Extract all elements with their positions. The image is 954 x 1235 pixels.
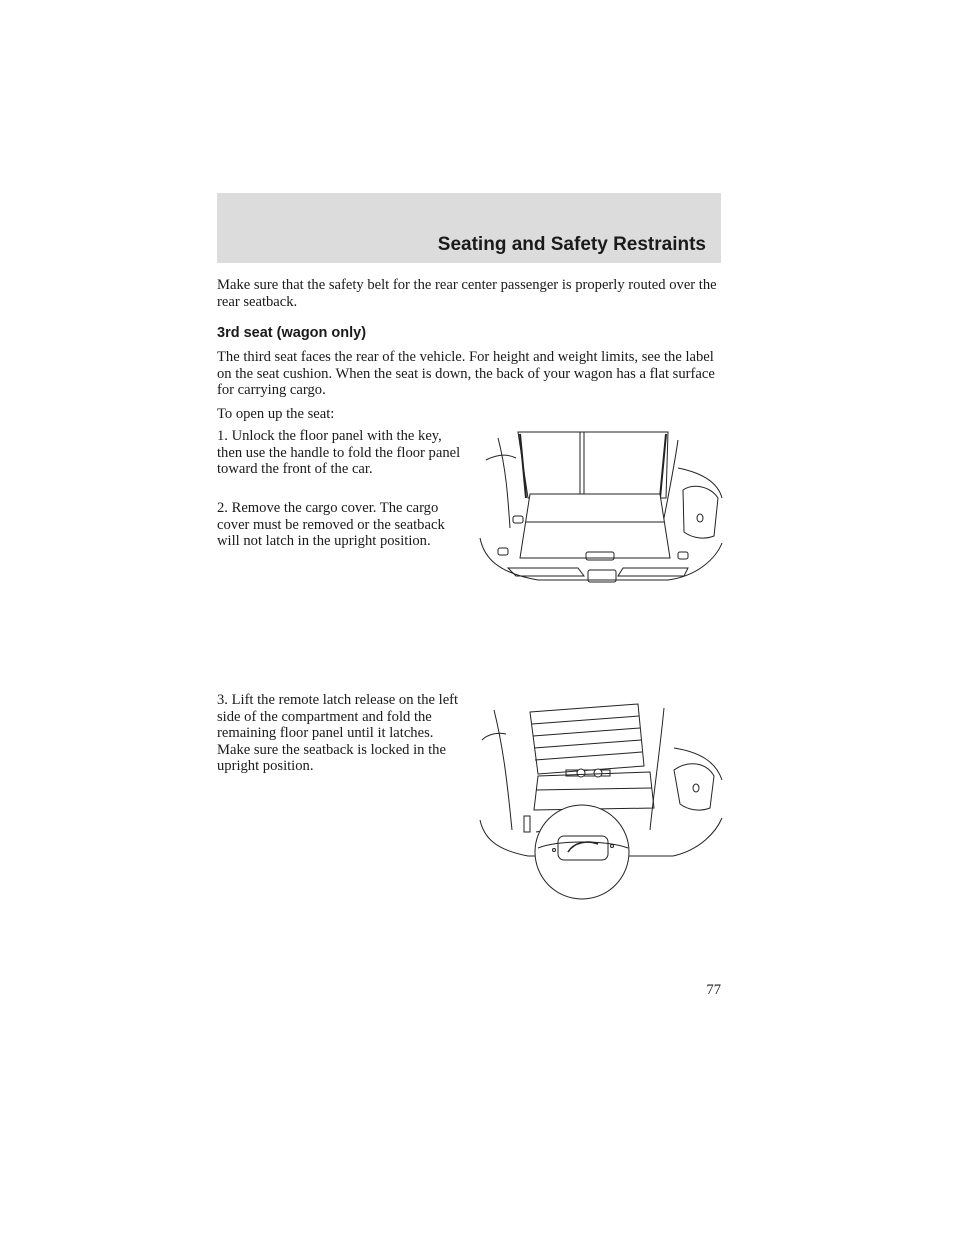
step-1: 1. Unlock the floor panel with the key, then use the handle to fold the floor panel toward the front of the car.: [217, 428, 461, 477]
seat-upright-illustration: [478, 428, 724, 588]
section-header-band: [217, 193, 721, 263]
step-3: 3. Lift the remote latch release on the left side of the compartment and fold the remaining floor panel until it latches. Make sure the seatback is locked in the upright position.: [217, 692, 459, 774]
page-number: 77: [706, 982, 721, 998]
open-intro: To open up the seat:: [217, 406, 335, 422]
subsection-heading: 3rd seat (wagon only): [217, 325, 367, 341]
step-2: 2. Remove the cargo cover. The cargo cover must be removed or the seatback will not latch in the upright position.: [217, 500, 445, 549]
section-title: Seating and Safety Restraints: [437, 234, 706, 255]
latch-release-illustration: [478, 700, 724, 902]
intro-paragraph: Make sure that the safety belt for the rear center passenger is properly routed over the rear seatback.: [217, 277, 717, 310]
section-description: The third seat faces the rear of the vehicle. For height and weight limits, see the label on the seat cushion. When the seat is down, the back of your wagon has a flat surface for carrying cargo.: [217, 349, 715, 398]
